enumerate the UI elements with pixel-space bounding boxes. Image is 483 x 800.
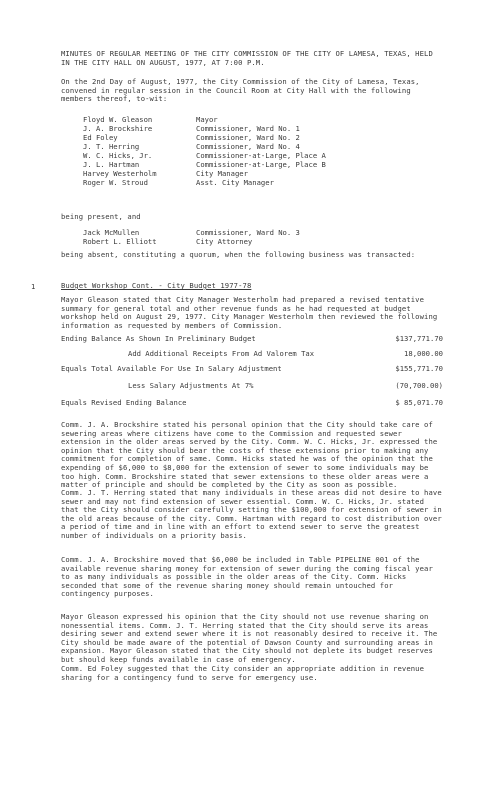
balance-line: [61, 398, 443, 407]
member-title: Mayor: [196, 115, 218, 124]
paragraph: Mayor Gleason stated that City Manager Westerholm had prepared a revised tentative summary for general total and other revenue funds as he had requested at budget workshop held on August 29, 1977. City Manager Westerholm then reviewed the following information as requested by members of Commission.: [61, 295, 438, 330]
member-title: Asst. City Manager: [196, 178, 274, 187]
paragraph: Comm. J. A. Brockshire moved that $6,000 be included in Table PIPELINE 001 of the available revenue sharing money for extension of sewer during the coming fiscal year to as many individuals as possible in the older areas of the City. Comm. Hicks seconded that some of the revenue sharing money should remain untouched for contingency purposes.: [61, 555, 433, 599]
roster-row: [83, 124, 423, 133]
member-title: Commissioner, Ward No. 4: [196, 142, 300, 151]
balance-value: $137,771.70: [395, 334, 443, 343]
roster-row: [83, 169, 423, 178]
member-name: Harvey Westerholm: [83, 169, 157, 178]
roster-row: [83, 228, 423, 237]
paragraph: Mayor Gleason expressed his opinion that the City should not use revenue sharing on nonessential items. Comm. J. T. Herring stated that the City should serve its areas desiring sewer and extend sewer where it is not reasonably desired to receive it. The City should be made aware of the potential of Dawson County and surrounding areas in expansion. Mayor Gleason stated that the City should not deplete its budget reserves but should keep funds available in case of emergency.: [61, 612, 438, 664]
balance-label: Add Additional Receipts From Ad Valorem Tax: [128, 349, 315, 358]
member-name: J. A. Brockshire: [83, 124, 153, 133]
balance-value: (70,700.00): [395, 381, 443, 390]
roster-row: [83, 160, 423, 169]
members-absent-list: [83, 228, 423, 246]
member-title: Commissioner, Ward No. 2: [196, 133, 300, 142]
paragraph: Comm. J. T. Herring stated that many individuals in these areas did not desire to have sewer and may not find extension of sewer essential. Comm. W. C. Hicks, Jr. stated that the City should consider carefully setting the $100,000 for extension of sewer in the old areas because of the city. Comm. Hartman with regard to cost distribution over a period of time and in line with an effort to extend sewer to serve the greatest number of individuals on a priority basis.: [61, 488, 442, 540]
balance-label: Ending Balance As Shown In Preliminary Budget: [61, 334, 256, 343]
member-title: Commissioner, Ward No. 3: [196, 228, 300, 237]
balance-line: [128, 381, 443, 390]
member-title: City Attorney: [196, 237, 253, 246]
roster-row: [83, 178, 423, 187]
present-label: being present, and: [61, 212, 141, 221]
quorum-statement: being absent, constituting a quorum, when the following business was transacted:: [61, 250, 416, 259]
roll-call-intro: On the 2nd Day of August, 1977, the City Commission of the City of Lamesa, Texas, convened in regular session in the Council Room at City Hall with the following members thereof, to-wit:: [61, 77, 420, 104]
member-name: Jack McMullen: [83, 228, 140, 237]
balance-line: [61, 334, 443, 343]
paragraph: Comm. Ed Foley suggested that the City consider an appropriate addition in revenue sharing for a contingency fund to serve for emergency use.: [61, 664, 425, 682]
member-name: Ed Foley: [83, 133, 118, 142]
member-title: City Manager: [196, 169, 248, 178]
balance-label: Less Salary Adjustments At 7%: [128, 381, 254, 390]
member-title: Commissioner, Ward No. 1: [196, 124, 300, 133]
roster-row: [83, 142, 423, 151]
member-title: Commissioner-at-Large, Place B: [196, 160, 326, 169]
balance-line: [128, 349, 443, 358]
balance-label: Equals Total Available For Use In Salary Adjustment: [61, 364, 282, 373]
balance-value: 18,000.00: [404, 349, 443, 358]
roster-row: [83, 237, 423, 246]
paragraph: Comm. J. A. Brockshire stated his personal opinion that the City should take care of sewering areas where citizens have come to the Commission and requested sewer extension in the older areas served by the City. Comm. W. C. Hicks, Jr. expressed the opinion that the City should bear the costs of these extensions prior to making any commitment for completion of same. Comm. Hicks stated he was of the opinion that the expending of $6,000 to $8,000 for the extension of sewer to some individuals may be too high. Comm. Brockshire stated that sewer extensions to these older areas were a matter of principle and should be completed by the City as soon as possible.: [61, 420, 438, 490]
member-name: Floyd W. Gleason: [83, 115, 153, 124]
member-name: Robert L. Elliott: [83, 237, 157, 246]
member-name: Roger W. Stroud: [83, 178, 148, 187]
balance-value: $ 85,071.70: [395, 398, 443, 407]
minutes-heading: MINUTES OF REGULAR MEETING OF THE CITY COMMISSION OF THE CITY OF LAMESA, TEXAS, HELD IN THE CITY HALL ON AUGUST, 1977, AT 7:00 P.M.: [61, 49, 433, 67]
item-number: 1: [31, 282, 36, 291]
roster-row: [83, 133, 423, 142]
member-name: J. T. Herring: [83, 142, 140, 151]
balance-value: $155,771.70: [395, 364, 443, 373]
member-name: W. C. Hicks, Jr.: [83, 151, 153, 160]
member-name: J. L. Hartman: [83, 160, 140, 169]
balance-label: Equals Revised Ending Balance: [61, 398, 187, 407]
item-title: Budget Workshop Cont. - City Budget 1977-78: [61, 281, 252, 290]
roster-row: [83, 151, 423, 160]
roster-row: [83, 115, 423, 124]
members-present-list: [83, 115, 423, 187]
member-title: Commissioner-at-Large, Place A: [196, 151, 326, 160]
balance-line: [61, 364, 443, 373]
